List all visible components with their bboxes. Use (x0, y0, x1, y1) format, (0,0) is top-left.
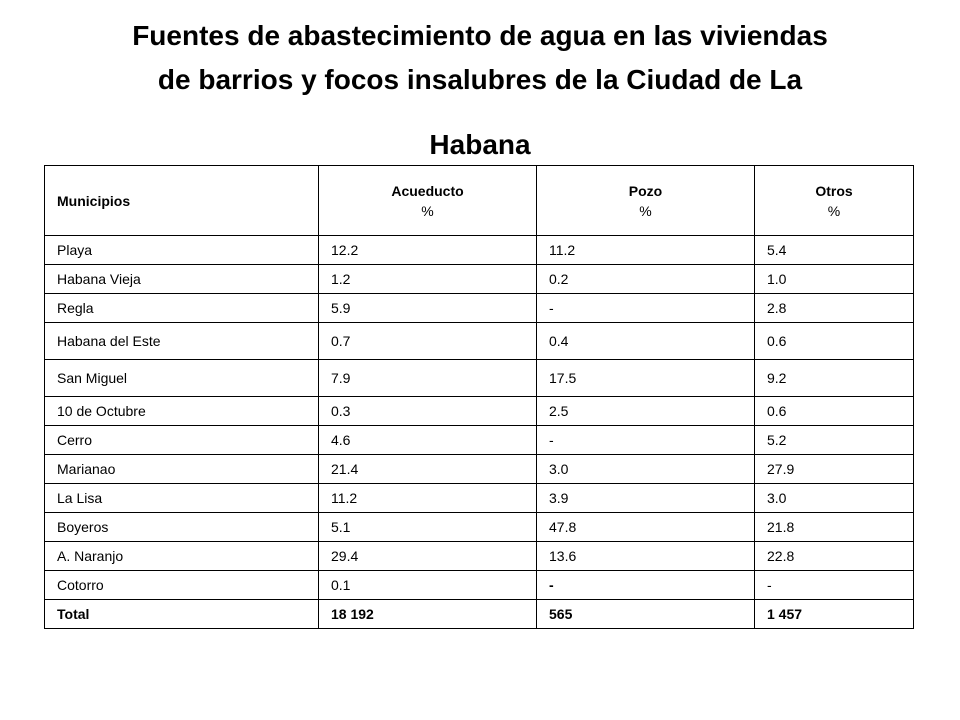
header-pozo-unit: % (639, 202, 652, 219)
cell-acueducto: 4.6 (319, 426, 537, 455)
header-acueducto-label: Acueducto (391, 182, 464, 199)
table-total-row (45, 600, 914, 629)
table-row (45, 542, 914, 571)
title-line-1: Fuentes de abastecimiento de agua en las viviendas (132, 20, 828, 51)
cell-pozo: 2.5 (537, 397, 755, 426)
cell-acueducto: 5.1 (319, 513, 537, 542)
cell-otros: 3.0 (755, 484, 914, 513)
header-acueducto-unit: % (421, 202, 434, 219)
table-row (45, 323, 914, 360)
cell-municipio: Cerro (45, 426, 319, 455)
cell-total-otros: 1 457 (755, 600, 914, 629)
table-row (45, 294, 914, 323)
cell-municipio: Regla (45, 294, 319, 323)
cell-acueducto: 0.7 (319, 323, 537, 360)
cell-total-acueducto: 18 192 (319, 600, 537, 629)
table-row (45, 455, 914, 484)
cell-otros: 0.6 (755, 323, 914, 360)
cell-total-pozo: 565 (537, 600, 755, 629)
cell-municipio: 10 de Octubre (45, 397, 319, 426)
cell-pozo: - (537, 571, 755, 600)
cell-municipio: La Lisa (45, 484, 319, 513)
header-pozo (537, 166, 755, 236)
cell-municipio: Habana Vieja (45, 265, 319, 294)
cell-acueducto: 29.4 (319, 542, 537, 571)
cell-acueducto: 0.3 (319, 397, 537, 426)
cell-municipio: Playa (45, 236, 319, 265)
cell-pozo: - (537, 294, 755, 323)
table-row (45, 513, 914, 542)
header-otros-unit: % (827, 202, 841, 219)
table-row (45, 571, 914, 600)
cell-pozo: 3.9 (537, 484, 755, 513)
cell-acueducto: 11.2 (319, 484, 537, 513)
cell-otros: 21.8 (755, 513, 914, 542)
cell-municipio: Boyeros (45, 513, 319, 542)
header-pozo-label: Pozo (628, 182, 663, 199)
header-acueducto (319, 166, 537, 236)
water-sources-table (44, 165, 914, 629)
cell-acueducto: 12.2 (319, 236, 537, 265)
cell-acueducto: 21.4 (319, 455, 537, 484)
cell-pozo: 11.2 (537, 236, 755, 265)
cell-acueducto: 1.2 (319, 265, 537, 294)
table-row (45, 360, 914, 397)
cell-total-label: Total (45, 600, 319, 629)
page-title (40, 14, 920, 167)
cell-municipio: Habana del Este (45, 323, 319, 360)
cell-pozo: 17.5 (537, 360, 755, 397)
cell-pozo: 0.2 (537, 265, 755, 294)
cell-otros: 5.2 (755, 426, 914, 455)
header-otros (755, 166, 914, 236)
cell-municipio: Marianao (45, 455, 319, 484)
cell-otros: 9.2 (755, 360, 914, 397)
table-header-row (45, 166, 914, 236)
cell-acueducto: 7.9 (319, 360, 537, 397)
cell-acueducto: 0.1 (319, 571, 537, 600)
table-row (45, 265, 914, 294)
header-municipios: Municipios (45, 166, 319, 236)
cell-pozo: 47.8 (537, 513, 755, 542)
header-otros-label: Otros (815, 182, 853, 199)
table-row (45, 484, 914, 513)
cell-otros: - (755, 571, 914, 600)
table-row (45, 426, 914, 455)
cell-pozo: 0.4 (537, 323, 755, 360)
cell-otros: 1.0 (755, 265, 914, 294)
table-row (45, 236, 914, 265)
cell-acueducto: 5.9 (319, 294, 537, 323)
table-row (45, 397, 914, 426)
cell-pozo: 3.0 (537, 455, 755, 484)
cell-otros: 5.4 (755, 236, 914, 265)
cell-otros: 2.8 (755, 294, 914, 323)
cell-municipio: Cotorro (45, 571, 319, 600)
cell-otros: 0.6 (755, 397, 914, 426)
title-line-2: de barrios y focos insalubres de la Ciudad de La (157, 64, 803, 95)
cell-pozo: - (537, 426, 755, 455)
cell-otros: 27.9 (755, 455, 914, 484)
cell-municipio: A. Naranjo (45, 542, 319, 571)
cell-pozo: 13.6 (537, 542, 755, 571)
cell-otros: 22.8 (755, 542, 914, 571)
cell-municipio: San Miguel (45, 360, 319, 397)
title-line-3: Habana (429, 129, 531, 160)
